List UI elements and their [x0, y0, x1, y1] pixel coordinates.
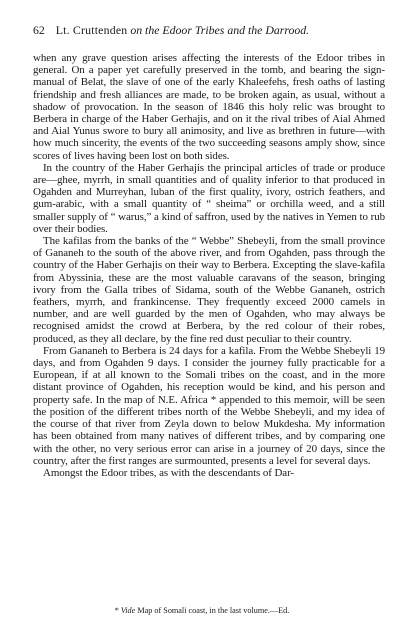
running-head	[33, 22, 385, 38]
paragraph: when any grave question arises affecting the interests of the Edoor tribes in general. On a paper yet carefully preserved in the tomb, and bearing the sign-manual of Belat, the slave of one of the early Khaleefehs, fresh oaths of lasting friendship and fresh alliances are made, to be broken again, as usual, without a shadow of provocation. In the season of 1846 this holy relic was brought to Berbera in charge of the Haber Gerhajis, and on it the rival tribes of Aial Ahmed and Aial Yunus swore to bury all animosity, and live as brethren in future—with how much sincerity, the events of the two succeeding seasons amply show, since scores of lives having been lost on both sides.	[33, 52, 385, 162]
paragraph: In the country of the Haber Gerhajis the principal articles of trade or produce are—ghee, myrrh, in small quantities and of quality inferior to that produced in Ogahden and Murreyhan, luban of the first quality, ivory, ostrich feathers, and gum-arabic, with a small quantity of “ sheima” or orchilla weed, and a still smaller supply of “ warus,” a kind of saffron, used by the natives in Yemen to rub over their bodies.	[33, 161, 385, 235]
running-head-title: on the Edoor Tribes and the Darrood.	[130, 23, 310, 37]
footnote-vide: Vide	[120, 606, 136, 615]
body-text	[33, 52, 385, 479]
footnote-text: Map of Somali coast, in the last volume.—Ed.	[137, 606, 290, 615]
footnote-marker: *	[114, 606, 119, 615]
paragraph: From Gananeh to Berbera is 24 days for a kafila. From the Webbe Shebeyli 19 days, and from Ogahden 9 days. I consider the journey fully practicable for a European, if at all known to the Somali tribes on the coast, and in the more distant province of Ogahden, his reception would be kind, and his person and property safe. In the map of N.E. Africa * appended to this memoir, will be seen the position of the different tribes north of the Webbe Shebeyli, and my idea of the course of that river from Zeyla down to below Mukdesha. My information has been obtained from many natives of different tribes, and by comparing one with the other, no very serious error can arise in a journey of 20 days, since the country, after the first ranges are surmounted, presents a level for several days.	[33, 344, 385, 467]
paragraph: The kafilas from the banks of the “ Webbe” Shebeyli, from the small province of Gananeh to the south of the above river, and from Ogahden, pass through the country of the Haber Gerhajis on their way to Berbera. Excepting the slave-kafila from Abyssinia, these are the most valuable caravans of the season, bringing ivory from the Galla tribes of Sidama, south of the Webbe Gananeh, ostrich feathers, myrrh, and frankincense. They frequently exceed 2000 camels in number, and are well guarded by the men of Ogahden, who may always be recognised amidst the crowd at Berbera, by the red colour of their robes, produced, as they all declare, by the fine red dust peculiar to their country.	[33, 235, 385, 345]
paragraph: Amongst the Edoor tribes, as with the descendants of Dar-	[43, 466, 294, 479]
page-number: 62	[33, 23, 45, 37]
footnote	[0, 606, 404, 616]
running-head-author: Lt. Cruttenden	[55, 23, 128, 37]
